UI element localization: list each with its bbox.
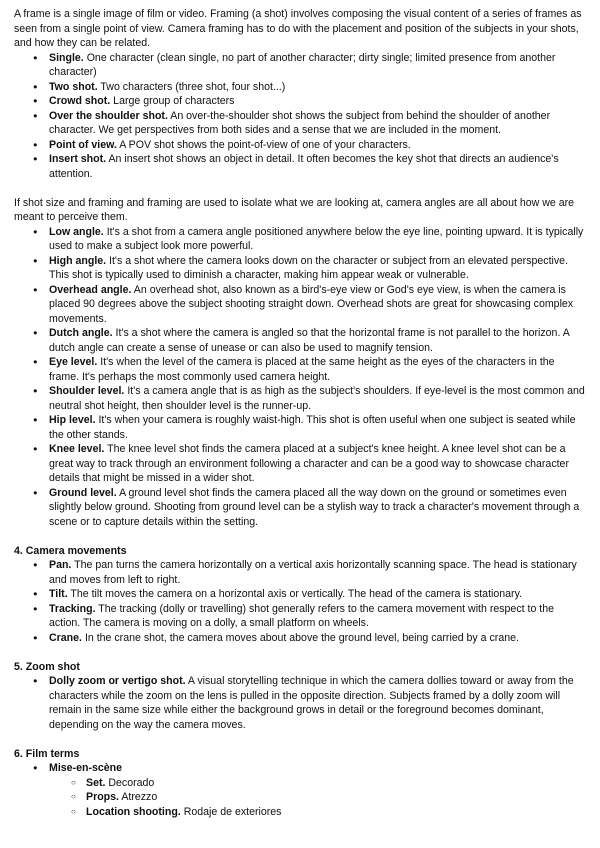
spacer <box>14 732 586 747</box>
item-desc: In the crane shot, the camera moves about above the ground level, being carried by a crane. <box>84 631 519 644</box>
item-term: Hip level. <box>49 414 96 426</box>
list-item <box>14 225 586 254</box>
movements-list <box>14 558 586 645</box>
item-term: Tilt. <box>49 588 68 600</box>
item-desc: A visual storytelling technique in which the camera dollies toward or away from the characters while the zoom on the lens is pulled in the opposite direction. Subjects framed by a dolly zoom will remain in the same size while either the background grows in detail or the foreground becomes dominant, depending on the way the camera moves. <box>49 675 574 731</box>
angles-list <box>14 225 586 530</box>
list-item <box>14 674 586 732</box>
list-item <box>14 326 586 355</box>
item-term: Pan. <box>49 559 72 571</box>
item-desc: An over-the-shoulder shot shows the subject from behind the shoulder of another character. We get perspectives from both sides and a sense that we are included in the moment. <box>49 109 551 136</box>
list-item <box>14 558 586 587</box>
list-item <box>14 109 586 138</box>
item-desc: An insert shot shows an object in detail. It often becomes the key shot that directs an audience's attention. <box>49 153 559 180</box>
item-desc: The knee level shot finds the camera placed at a subject's knee height. A knee level shot can be a great way to track through an environment following a character and can be a good way to showcase character details that might be missed in a wider shot. <box>49 443 569 484</box>
intro-paragraph: A frame is a single image of film or video. Framing (a shot) involves composing the visual content of a series of frames as seen from a single point of view. Camera framing has to do with the placement and position of the subjects in your shots, and how they can be related. <box>14 8 582 49</box>
item-desc: One character (clean single, no part of another character; dirty single; limited presence from another character) <box>49 51 556 78</box>
item-desc: It's when the level of the camera is placed at the same height as the eyes of the characters in the frame. It's perhaps the most commonly used camera height. <box>49 356 555 383</box>
item-term: Low angle. <box>49 225 104 238</box>
angles-intro-paragraph: If shot size and framing and framing are used to isolate what we are looking at, camera angles are all about how we are meant to perceive them. <box>14 196 575 223</box>
movements-heading: 4. Camera movements <box>14 544 127 557</box>
list-item <box>14 384 586 413</box>
item-desc: The tilt moves the camera on a horizontal axis or vertically. The head of the camera is stationary. <box>70 588 523 600</box>
sublist-item <box>14 776 586 791</box>
item-term: Point of view. <box>49 138 117 151</box>
shot-types-list <box>14 51 586 182</box>
item-desc: It's a camera angle that is as high as the subject's shoulders. If eye-level is the most common and neutral shot height, then shoulder level is the runner-up. <box>49 385 585 412</box>
sublist-item <box>14 790 586 805</box>
spacer <box>14 645 586 660</box>
item-term: Over the shoulder shot. <box>49 109 168 122</box>
item-term: Eye level. <box>49 356 98 368</box>
list-item <box>14 631 586 646</box>
terms-group-label: Mise-en-scène <box>49 762 123 774</box>
spacer <box>14 529 586 544</box>
item-term: Crowd shot. <box>49 95 111 107</box>
item-term: Props. <box>86 791 119 803</box>
spacer <box>14 181 586 196</box>
sublist-item <box>14 805 586 820</box>
item-term: Insert shot. <box>49 153 107 165</box>
item-term: Dolly zoom or vertigo shot. <box>49 675 186 687</box>
zoom-heading: 5. Zoom shot <box>14 660 80 673</box>
list-item <box>14 283 586 327</box>
item-desc: A POV shot shows the point-of-view of one of your characters. <box>119 138 411 151</box>
item-term: Knee level. <box>49 443 105 455</box>
terms-list <box>14 761 586 819</box>
item-desc: An overhead shot, also known as a bird's-eye view or God's eye view, is when the camera is placed 90 degrees above the subject shooting straight down. Overhead shots are great for showcasing complex movements. <box>49 283 574 325</box>
item-term: Ground level. <box>49 486 117 499</box>
list-item <box>14 413 586 442</box>
list-item <box>14 51 586 80</box>
item-desc: The pan turns the camera horizontally on a vertical axis horizontally scanning space. The head is stationary and moves from left to right. <box>49 559 577 586</box>
list-item <box>14 80 586 95</box>
list-item <box>14 94 586 109</box>
item-desc: Atrezzo <box>121 791 158 803</box>
item-desc: A ground level shot finds the camera placed all the way down on the ground or sometimes even slightly below ground. Shooting from ground level can be a stylish way to track a character's movement through a scene or to capture details within the setting. <box>49 486 580 528</box>
item-desc: It's a shot from a camera angle positioned anywhere below the eye line, pointing upward. It is typically used to make a subject look more powerful. <box>49 225 584 252</box>
item-term: Tracking. <box>49 602 96 615</box>
item-desc: It's a shot where the camera is angled so that the horizontal frame is not parallel to the horizon. A dutch angle can create a sense of unease or can also be used to magnify tension. <box>49 327 570 354</box>
item-desc: Rodaje de exteriores <box>183 805 282 818</box>
item-term: Set. <box>86 776 106 789</box>
item-term: Crane. <box>49 631 82 644</box>
list-item <box>14 486 586 530</box>
list-item <box>14 254 586 283</box>
list-item <box>14 761 586 819</box>
terms-heading: 6. Film terms <box>14 747 80 760</box>
item-desc: It's a shot where the camera looks down on the character or subject from an elevated perspective. This shot is typically used to diminish a character, making him appear weak or vulnerable. <box>49 254 569 281</box>
item-desc: It's when your camera is roughly waist-high. This shot is often useful when one subject is seated while the other stands. <box>49 414 576 441</box>
item-desc: Large group of characters <box>113 95 235 107</box>
item-term: Two shot. <box>49 80 98 93</box>
list-item <box>14 355 586 384</box>
item-desc: Two characters (three shot, four shot...) <box>100 80 286 93</box>
list-item <box>14 152 586 181</box>
list-item <box>14 442 586 486</box>
item-term: High angle. <box>49 254 107 267</box>
list-item <box>14 587 586 602</box>
item-desc: The tracking (dolly or travelling) shot generally refers to the camera movement with respect to the action. The camera is moving on a dolly, a small platform on wheels. <box>49 602 555 629</box>
item-desc: Decorado <box>108 776 155 789</box>
list-item <box>14 602 586 631</box>
item-term: Overhead angle. <box>49 283 132 296</box>
item-term: Dutch angle. <box>49 327 113 339</box>
item-term: Single. <box>49 51 84 64</box>
item-term: Shoulder level. <box>49 385 125 397</box>
item-term: Location shooting. <box>86 805 181 818</box>
terms-sublist <box>14 776 586 820</box>
zoom-list <box>14 674 586 732</box>
list-item <box>14 138 586 153</box>
